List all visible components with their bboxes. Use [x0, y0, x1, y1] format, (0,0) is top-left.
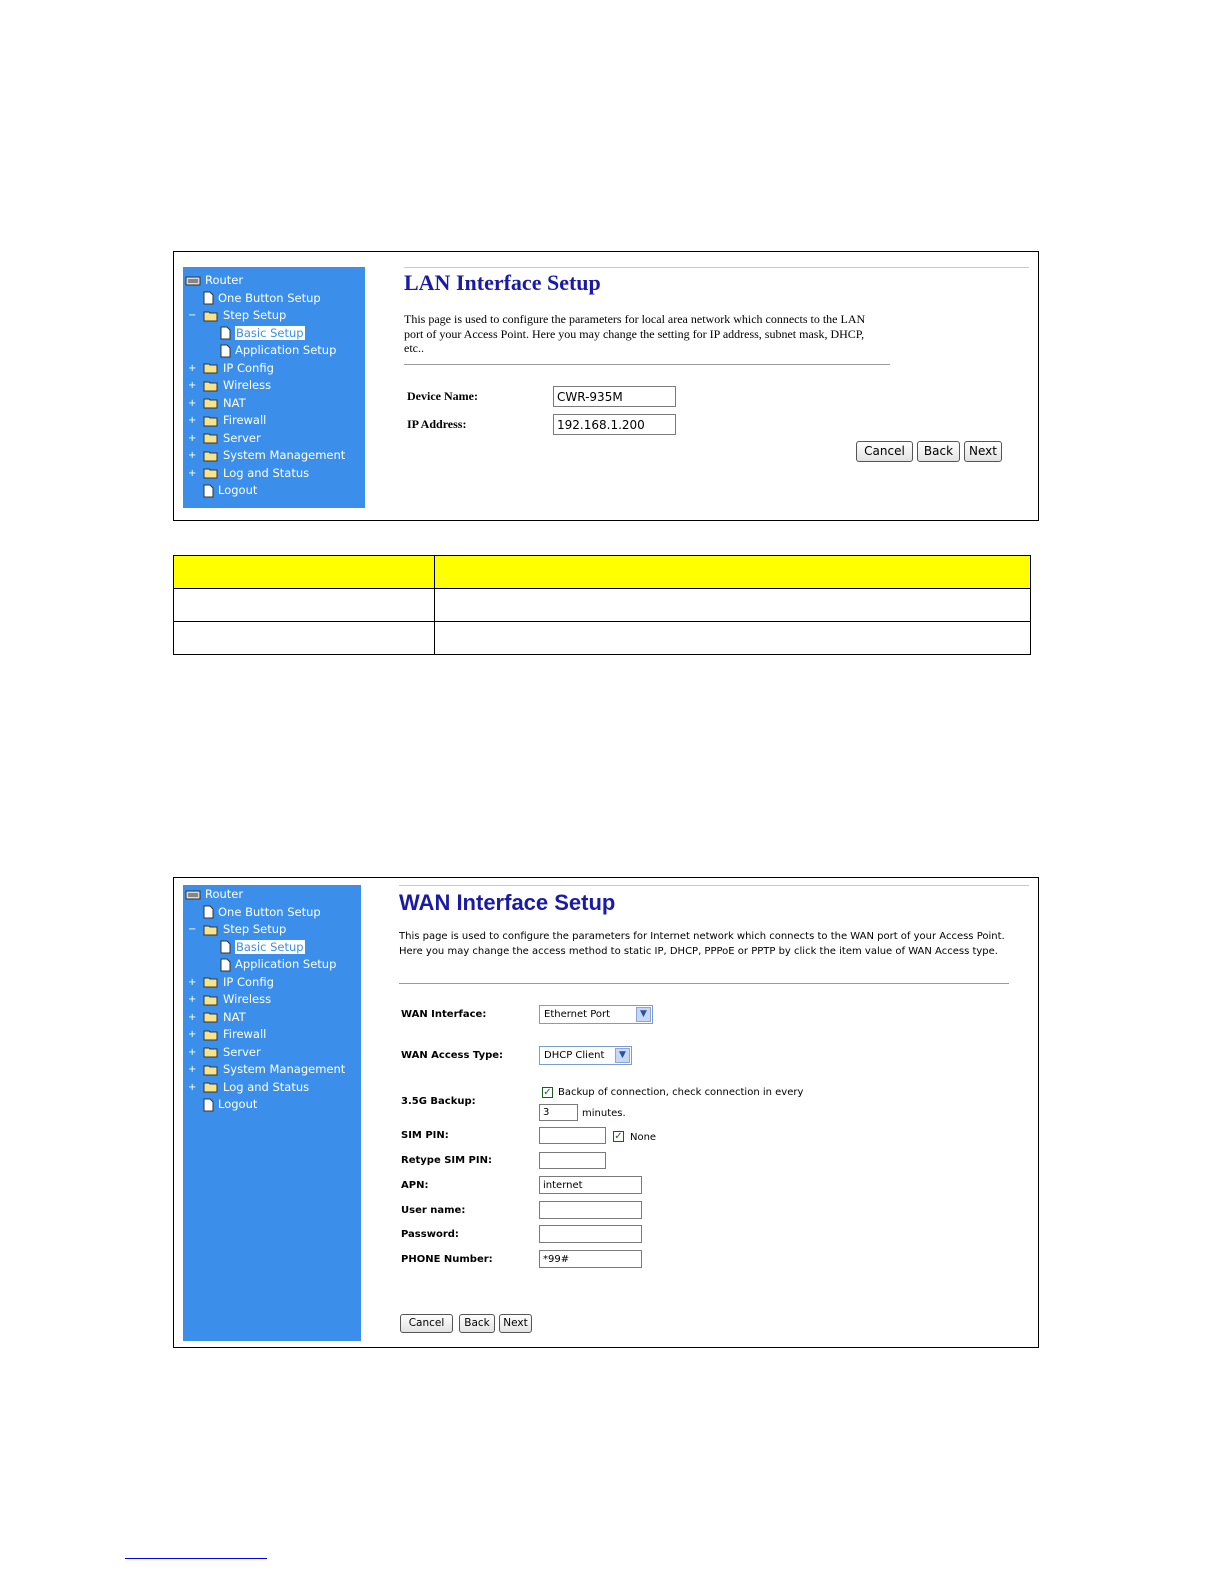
expand-icon[interactable]: +	[188, 976, 197, 988]
none-checkbox[interactable]: ✓	[614, 1131, 623, 1142]
tree-item-log-and-status[interactable]	[183, 1079, 361, 1097]
top-divider	[399, 885, 1029, 886]
tree-item-one-button-setup[interactable]	[183, 290, 365, 308]
folder-icon	[203, 1011, 219, 1023]
page-description: This page is used to configure the parameters for Internet network which connects to the WAN port of your Access Point. Here you may change the access method to static IP, DHCP, PPPoE or PPTP by click the item value of WAN Access type.	[399, 931, 1005, 957]
tree-item-label: IP Config	[223, 974, 274, 989]
router-icon	[185, 275, 201, 287]
table-cell	[435, 622, 1031, 655]
page-icon	[220, 326, 231, 340]
section-divider	[399, 983, 1009, 984]
expand-icon[interactable]: +	[188, 994, 197, 1005]
table-row	[174, 589, 1031, 622]
wan-content	[399, 885, 1029, 959]
expand-icon[interactable]: +	[188, 450, 197, 461]
tree-item-label: Step Setup	[223, 922, 287, 936]
page-icon	[220, 958, 231, 972]
collapse-icon[interactable]: −	[188, 310, 197, 321]
tree-item-log-and-status[interactable]	[183, 465, 365, 483]
folder-icon	[203, 450, 219, 462]
phone-number-label: PHONE Number:	[401, 1254, 493, 1265]
apn-label: APN:	[401, 1180, 429, 1191]
tree-item-basic-setup[interactable]	[183, 939, 361, 957]
tree-item-server[interactable]	[183, 1044, 361, 1062]
tree-item-label: Log and Status	[223, 1079, 310, 1094]
username-input[interactable]	[539, 1201, 642, 1219]
tree-item-label: Logout	[218, 1097, 258, 1111]
sim-pin-label: SIM PIN:	[401, 1130, 449, 1141]
tree-item-router[interactable]	[183, 886, 361, 904]
tree-item-label: System Management	[223, 448, 346, 462]
folder-icon	[203, 362, 219, 374]
tree-item-label: NAT	[223, 1009, 246, 1024]
tree-item-firewall[interactable]	[183, 412, 365, 430]
wan-interface-label: WAN Interface:	[401, 1009, 487, 1020]
page-icon	[220, 344, 231, 358]
folder-icon	[203, 994, 219, 1006]
chevron-down-icon: ▼	[636, 1007, 651, 1022]
tree-item-logout[interactable]	[183, 1096, 361, 1114]
device-name-input[interactable]	[553, 386, 676, 407]
collapse-icon[interactable]: −	[188, 924, 197, 935]
tree-item-logout[interactable]	[183, 482, 365, 500]
tree-item-label: Server	[223, 1044, 261, 1059]
phone-number-input[interactable]	[539, 1250, 642, 1268]
tree-item-one-button-setup[interactable]	[183, 904, 361, 922]
folder-icon	[203, 1029, 219, 1041]
minutes-unit: minutes.	[582, 1108, 626, 1119]
expand-icon[interactable]: +	[188, 1029, 197, 1040]
open-folder-icon	[203, 924, 219, 936]
expand-icon[interactable]: +	[188, 415, 197, 426]
expand-icon[interactable]: +	[188, 380, 197, 391]
expand-icon[interactable]: +	[188, 362, 197, 374]
tree-item-wireless[interactable]	[183, 991, 361, 1009]
page-icon	[203, 905, 214, 919]
tree-item-application-setup[interactable]	[183, 956, 361, 974]
tree-item-label: One Button Setup	[218, 904, 321, 919]
table-row	[174, 622, 1031, 655]
tree-item-wireless[interactable]	[183, 377, 365, 395]
tree-item-step-setup[interactable]	[183, 921, 361, 939]
backup-label: 3.5G Backup:	[401, 1096, 476, 1107]
tree-item-label: Step Setup	[223, 308, 287, 322]
next-button[interactable]: Next	[964, 441, 1002, 462]
tree-item-label: Basic Setup	[236, 325, 304, 340]
tree-item-nat[interactable]	[183, 1009, 361, 1027]
table-header-cell	[174, 556, 435, 589]
folder-icon	[203, 1064, 219, 1076]
tree-item-label: Router	[205, 887, 244, 901]
backup-minutes-input[interactable]	[539, 1104, 578, 1121]
none-label: None	[630, 1132, 657, 1143]
page-icon	[203, 484, 214, 498]
back-button[interactable]: Back	[459, 1314, 495, 1333]
tree-item-label: IP Config	[223, 360, 274, 375]
tree-item-label: Basic Setup	[236, 939, 304, 954]
lan-setup-screenshot	[173, 251, 1039, 521]
tree-item-application-setup[interactable]	[183, 342, 365, 360]
tree-item-basic-setup[interactable]	[183, 325, 365, 343]
table-header-cell	[435, 556, 1031, 589]
open-folder-icon	[203, 310, 219, 322]
tree-item-label: One Button Setup	[218, 290, 321, 305]
sim-pin-input[interactable]	[539, 1127, 606, 1144]
backup-checkbox[interactable]: ✓	[543, 1087, 552, 1098]
expand-icon[interactable]: +	[188, 1046, 197, 1058]
nav-sidebar	[183, 267, 365, 508]
folder-icon	[203, 467, 219, 479]
ip-address-label: IP Address:	[407, 417, 467, 431]
folder-icon	[203, 1046, 219, 1058]
folder-icon	[203, 432, 219, 444]
backup-checkbox-text: Backup of connection, check connection in every	[558, 1087, 804, 1098]
tree-item-label: Firewall	[223, 413, 267, 427]
expand-icon[interactable]: +	[188, 432, 197, 444]
tree-item-nat[interactable]	[183, 395, 365, 413]
tree-item-ip-config[interactable]	[183, 974, 361, 992]
page-description: This page is used to configure the parameters for local area network which connects to the LAN port of your Access Point. Here you may change the setting for IP address, subnet mask, DHCP, etc..	[404, 312, 866, 355]
page-title: WAN Interface Setup	[399, 890, 616, 915]
page-icon	[203, 291, 214, 305]
expand-icon[interactable]: +	[188, 397, 197, 409]
folder-icon	[203, 380, 219, 392]
retype-sim-pin-label: Retype SIM PIN:	[401, 1155, 492, 1166]
tree-item-label: NAT	[223, 395, 246, 410]
tree-item-firewall[interactable]	[183, 1026, 361, 1044]
expand-icon[interactable]: +	[188, 467, 197, 479]
tree-item-label: Logout	[218, 483, 258, 497]
wan-setup-screenshot	[173, 877, 1039, 1348]
tree-item-server[interactable]	[183, 430, 365, 448]
tree-item-label: Application Setup	[235, 343, 337, 357]
chevron-down-icon: ▼	[615, 1048, 630, 1063]
cancel-button[interactable]: Cancel	[856, 441, 913, 462]
page-icon	[203, 1098, 214, 1112]
table-cell	[435, 589, 1031, 622]
wan-access-type-select[interactable]	[539, 1046, 632, 1065]
apn-input[interactable]	[539, 1176, 642, 1194]
top-divider	[404, 267, 1029, 268]
folder-icon	[203, 415, 219, 427]
selected-value: Ethernet Port	[544, 1009, 611, 1020]
next-button[interactable]: Next	[499, 1314, 532, 1333]
tree-item-label: System Management	[223, 1062, 346, 1076]
expand-icon[interactable]: +	[188, 1081, 197, 1093]
expand-icon[interactable]: +	[188, 1011, 197, 1023]
table-cell	[174, 622, 435, 655]
tree-item-system-management[interactable]	[183, 1061, 361, 1079]
page-icon	[220, 940, 231, 954]
section-divider	[404, 364, 890, 365]
tree-item-label: Firewall	[223, 1027, 267, 1041]
ip-address-input[interactable]	[553, 414, 676, 435]
folder-icon	[203, 1081, 219, 1093]
table-cell	[174, 589, 435, 622]
router-icon	[185, 889, 201, 901]
expand-icon[interactable]: +	[188, 1064, 197, 1075]
tree-item-label: Log and Status	[223, 465, 310, 480]
wan-access-type-label: WAN Access Type:	[401, 1050, 504, 1061]
cancel-button[interactable]: Cancel	[400, 1314, 453, 1333]
tree-item-system-management[interactable]	[183, 447, 365, 465]
device-name-label: Device Name:	[407, 389, 478, 403]
tree-item-router[interactable]	[183, 272, 365, 290]
tree-item-ip-config[interactable]	[183, 360, 365, 378]
tree-item-label: Server	[223, 430, 261, 445]
password-input[interactable]	[539, 1225, 642, 1243]
wan-interface-select[interactable]	[539, 1005, 653, 1024]
tree-item-label: Application Setup	[235, 957, 337, 971]
parameter-table	[173, 555, 1031, 655]
folder-icon	[203, 397, 219, 409]
tree-item-step-setup[interactable]	[183, 307, 365, 325]
selected-value: DHCP Client	[544, 1050, 605, 1061]
lan-content	[404, 267, 1029, 356]
tree-item-label: Router	[205, 273, 244, 287]
tree-item-label: Wireless	[223, 378, 272, 392]
nav-sidebar	[183, 885, 361, 1341]
retype-sim-pin-input[interactable]	[539, 1152, 606, 1169]
table-header-row	[174, 556, 1031, 589]
username-label: User name:	[401, 1205, 466, 1216]
tree-item-label: Wireless	[223, 992, 272, 1006]
password-label: Password:	[401, 1229, 459, 1240]
footer-divider	[125, 1558, 267, 1559]
folder-icon	[203, 976, 219, 988]
back-button[interactable]: Back	[917, 441, 960, 462]
page-title: LAN Interface Setup	[404, 270, 601, 295]
